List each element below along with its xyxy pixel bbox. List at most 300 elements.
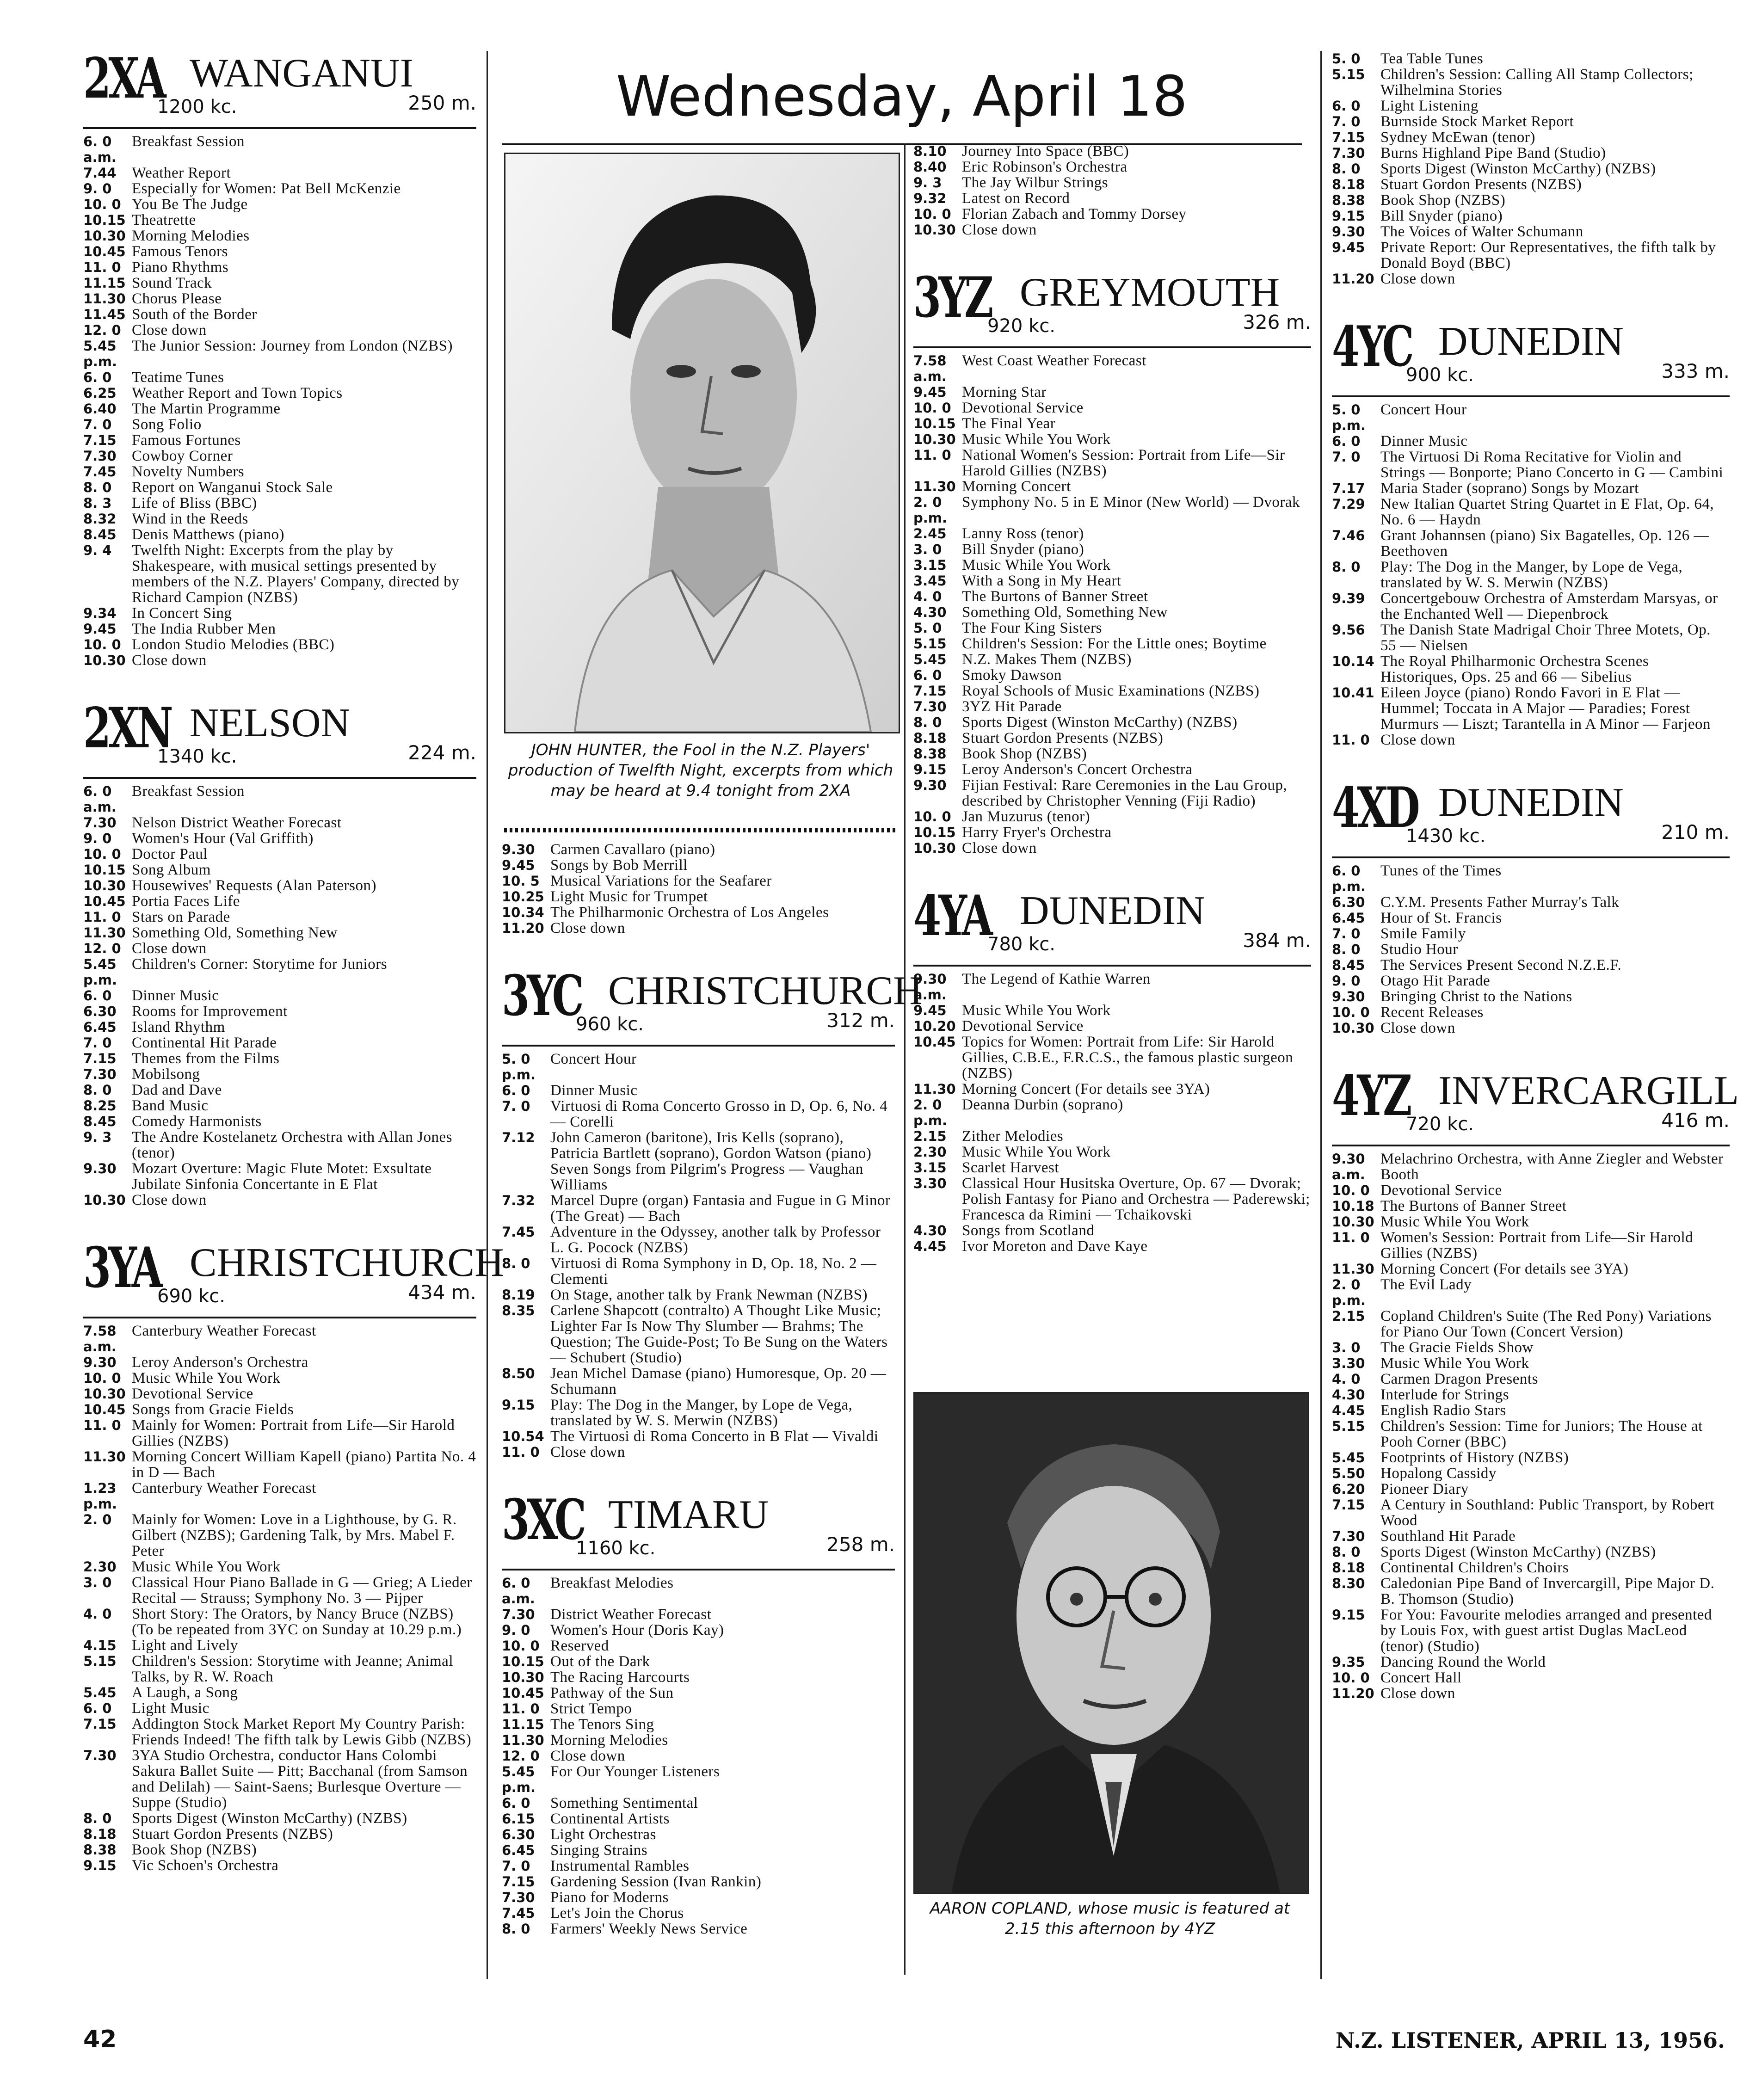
programme-time: 5.15 [83, 1653, 117, 1669]
programme-title: The Junior Session: Journey from London (NZBS) [132, 338, 453, 354]
programme-time: 10.30 [83, 1192, 126, 1208]
programme-title: Weather Report and Town Topics [132, 385, 343, 401]
programme-row [502, 1701, 895, 1717]
programme-row [1332, 224, 1730, 240]
programme-time: 10. 0 [1332, 1004, 1370, 1020]
programme-row [1332, 732, 1730, 748]
programme-row [83, 1082, 476, 1098]
programme-title: Breakfast Melodies [550, 1575, 674, 1591]
programme-time: 8. 0 [83, 480, 112, 495]
programme-title: The Andre Kostelanetz Orchestra with Allan Jones (tenor) [132, 1129, 452, 1161]
programme-time: 10.34 [502, 905, 544, 920]
programme-time: 2.15 [913, 1128, 947, 1144]
station-block [1332, 1063, 1739, 1702]
programme-title: Leroy Anderson's Concert Orchestra [962, 761, 1193, 778]
programme-row [502, 1717, 895, 1732]
programme-title: Stuart Gordon Presents (NZBS) [132, 1826, 333, 1842]
programme-time: 7.15 [1332, 129, 1365, 145]
programme-title: Concertgebouw Orchestra of Amsterdam Marsyas, or the Enchanted Well — Diepenbrock [1380, 590, 1718, 622]
programme-title: Bill Snyder (piano) [962, 541, 1084, 558]
programme-title: Women's Session: Portrait from Life—Sir Harold Gillies (NZBS) [1380, 1229, 1694, 1262]
station-header [83, 696, 476, 779]
programme-time: 7.30 [83, 448, 117, 464]
programme-row [502, 905, 895, 920]
programme-title: Sound Track [132, 275, 212, 291]
programme-time: 10.30 [913, 431, 956, 447]
programme-title: Morning Concert (For details see 3YA) [1380, 1261, 1629, 1277]
programme-time: 6. 0 [83, 370, 112, 385]
programme-title: Ivor Moreton and Dave Kaye [962, 1238, 1148, 1255]
programme-row [913, 683, 1311, 699]
programme-row [83, 1575, 476, 1606]
programme-row [913, 1097, 1311, 1128]
programme-row [83, 244, 476, 259]
programme-row [1332, 449, 1730, 480]
programme-row [83, 925, 476, 941]
programme-time: 2.15 [1332, 1308, 1365, 1324]
programme-time: 9.30 [1332, 989, 1365, 1004]
programme-time: 10. 5 [502, 873, 540, 889]
programme-row [502, 1051, 895, 1083]
station-header [502, 1487, 895, 1570]
programme-row [83, 846, 476, 862]
programme-time: 11. 0 [502, 1444, 540, 1460]
programme-row [1332, 192, 1730, 208]
programme-title: Close down [1380, 271, 1455, 287]
programme-title: John Cameron (baritone), Iris Kells (soprano), Patricia Bartlett (soprano), Gordon Watson (piano) Seven Songs from Pilgrim's Progress — Vaughan Williams [550, 1129, 872, 1193]
programme-time: 7.15 [83, 1051, 117, 1066]
programme-time: 11. 0 [83, 909, 121, 925]
programme-title: Tunes of the Times [1380, 862, 1502, 879]
programme-title: The Final Year [962, 415, 1056, 432]
programme-title: Eric Robinson's Orchestra [962, 159, 1127, 175]
programme-title: Classical Hour Husitska Overture, Op. 67 — Dvorak; Polish Fantasy for Piano and Orchestra — Paderewski; Francesca da Rimini — Tchaikovski [962, 1175, 1310, 1223]
programme-time: 8. 0 [83, 1082, 112, 1098]
programme-time: 3.45 [913, 573, 947, 589]
programme-time: 10.30 [83, 228, 126, 244]
programme-row [83, 275, 476, 291]
programme-row [1332, 1403, 1730, 1418]
programme-title: Theatrette [132, 212, 196, 228]
programme-row [1332, 1576, 1730, 1607]
programme-row [83, 307, 476, 322]
programme-title: Close down [132, 940, 207, 957]
station-wavelength: 384 m. [1243, 929, 1311, 952]
programme-row [83, 1114, 476, 1129]
programme-title: Something Old, Something New [962, 604, 1168, 621]
programme-title: Music While You Work [1380, 1355, 1529, 1372]
programme-title: Melachrino Orchestra, with Anne Ziegler and Webster Booth [1380, 1151, 1724, 1183]
programme-row [913, 1081, 1311, 1097]
programme-time: 10.41 [1332, 685, 1374, 701]
programme-title: Tea Table Tunes [1380, 50, 1484, 67]
programme-title: Farmers' Weekly News Service [550, 1921, 748, 1937]
programme-row [1332, 1654, 1730, 1670]
programme-time: 7.30 [502, 1890, 535, 1905]
programme-time: 10. 0 [502, 1638, 540, 1654]
programme-title: Pioneer Diary [1380, 1481, 1469, 1497]
programme-title: Devotional Service [132, 1386, 253, 1402]
programme-time: 11.30 [1332, 1261, 1374, 1277]
programme-time: 10.45 [913, 1034, 956, 1050]
programme-row [913, 143, 1311, 159]
john-hunter-caption: JOHN HUNTER, the Fool in the N.Z. Players' production of Twelfth Night, excerpts from which may be heard at 9.4 tonight from 2XA [508, 741, 893, 800]
programme-title: Songs from Scotland [962, 1222, 1095, 1239]
programme-row [83, 956, 476, 988]
programme-title: The Burtons of Banner Street [1380, 1198, 1567, 1214]
programme-title: South of the Border [132, 306, 257, 323]
programme-row [1332, 129, 1730, 145]
programme-time: 9.30 [913, 777, 947, 793]
programme-title: Leroy Anderson's Orchestra [132, 1354, 308, 1371]
programme-time: 11.45 [83, 307, 126, 322]
programme-row [83, 878, 476, 893]
programme-time: 12. 0 [83, 941, 121, 956]
programme-time: 6. 0 [1332, 98, 1361, 114]
programme-title: Singing Strains [550, 1842, 648, 1859]
programme-time: 6.20 [1332, 1481, 1365, 1497]
programme-title: Piano Rhythms [132, 259, 229, 276]
programme-title: Mozart Overture: Magic Flute Motet: Exsultate Jubilate Sinfonia Concertante in E Flat [132, 1160, 432, 1193]
programme-title: Sydney McEwan (tenor) [1380, 129, 1535, 146]
programme-row [83, 1051, 476, 1066]
programme-row [1332, 1020, 1730, 1036]
programme-row [83, 1129, 476, 1161]
programme-time: 8.45 [1332, 957, 1365, 973]
programme-title: The Voices of Walter Schumann [1380, 223, 1583, 240]
station-frequency: 920 kc. [987, 315, 1055, 337]
programme-time: 11.30 [913, 479, 956, 494]
programme-row [83, 291, 476, 307]
programme-time: 6.40 [83, 401, 117, 417]
programme-row [83, 228, 476, 244]
station-call-sign: 4YA [913, 883, 991, 948]
programme-title: Women's Hour (Doris Kay) [550, 1622, 724, 1638]
programme-time: 10.54 [502, 1429, 544, 1444]
programme-row [913, 526, 1311, 542]
programme-time: 11.30 [502, 1732, 544, 1748]
programme-title: Light Music for Trumpet [550, 888, 708, 905]
programme-time: 7.15 [1332, 1497, 1365, 1513]
programme-time: 7.30 [83, 815, 117, 831]
programme-time: 12. 0 [502, 1748, 540, 1764]
programme-row [83, 370, 476, 385]
station-block [502, 842, 895, 936]
station-frequency: 960 kc. [576, 1014, 644, 1035]
programme-row [502, 873, 895, 889]
programme-title: Chorus Please [132, 290, 222, 307]
programme-row [913, 479, 1311, 494]
programme-time: 8. 0 [83, 1811, 112, 1826]
programme-time: 3.30 [913, 1176, 947, 1191]
programme-row [1332, 402, 1730, 433]
programme-time: 10.14 [1332, 653, 1374, 669]
programme-row [1332, 1004, 1730, 1020]
programme-title: Continental Artists [550, 1811, 670, 1827]
programme-row [1332, 1560, 1730, 1576]
programme-title: Grant Johannsen (piano) Six Bagatelles, Op. 126 — Beethoven [1380, 527, 1709, 560]
station-header [913, 883, 1311, 967]
programme-row [1332, 989, 1730, 1004]
programme-time: 10.15 [913, 825, 956, 840]
programme-time: 10.45 [502, 1685, 544, 1701]
programme-row [502, 1303, 895, 1366]
programme-title: Children's Corner: Storytime for Juniors [132, 956, 388, 973]
programme-title: The Burtons of Banner Street [962, 588, 1148, 605]
publication-line: N.Z. LISTENER, APRIL 13, 1956. [1335, 2028, 1725, 2053]
programme-time: 10.30 [913, 222, 956, 238]
programme-time: 7.30 [913, 699, 947, 714]
programme-title: The Martin Programme [132, 400, 281, 417]
programme-time: 6. 0 [83, 1700, 112, 1716]
programme-title: Musical Variations for the Seafarer [550, 873, 772, 889]
programme-row [83, 480, 476, 495]
programme-row [913, 159, 1311, 175]
programme-title: Breakfast Session [132, 783, 245, 800]
programme-time: 7.44 [83, 165, 117, 181]
programme-title: Something Sentimental [550, 1795, 698, 1811]
station-header [1332, 775, 1730, 858]
station-block [83, 46, 476, 669]
programme-row [913, 400, 1311, 416]
station-frequency: 780 kc. [987, 934, 1055, 955]
programme-title: Strict Tempo [550, 1700, 632, 1717]
programme-row [502, 1622, 895, 1638]
programme-time: 11.15 [83, 275, 126, 291]
station-city: DUNEDIN [1438, 319, 1624, 364]
programme-row [502, 1083, 895, 1098]
programme-time: 6.45 [502, 1842, 535, 1858]
programme-time: 5.15 [1332, 1418, 1365, 1434]
programme-row [83, 1811, 476, 1826]
programme-row [83, 134, 476, 165]
programme-title: Report on Wanganui Stock Sale [132, 479, 333, 496]
programme-title: Hopalong Cassidy [1380, 1465, 1497, 1482]
programme-title: Rooms for Improvement [132, 1003, 288, 1020]
programme-row [502, 1827, 895, 1842]
programme-row [913, 809, 1311, 825]
programme-time: 6. 0 [502, 1083, 530, 1098]
programme-time: 5. 0 [913, 620, 942, 636]
station-block [1332, 51, 1730, 287]
programme-row [502, 1905, 895, 1921]
programme-time: 9.35 [1332, 1654, 1365, 1670]
station-city: WANGANUI [190, 51, 413, 96]
programme-title: Morning Concert William Kapell (piano) Partita No. 4 in D — Bach [132, 1448, 476, 1481]
programme-title: Mainly for Women: Love in a Lighthouse, by G. R. Gilbert (NZBS); Gardening Talk, by Mrs. Mabel F. Peter [132, 1511, 457, 1559]
station-frequency: 690 kc. [157, 1286, 225, 1307]
programme-row [1332, 1670, 1730, 1686]
station-call-sign: 3YC [502, 963, 581, 1028]
programme-title: Interlude for Strings [1380, 1386, 1509, 1403]
programme-time: 2. 0 p.m. [913, 1097, 948, 1128]
programme-time: 10. 0 [1332, 1670, 1370, 1686]
programme-row [502, 1811, 895, 1827]
programme-time: 9.39 [1332, 591, 1365, 606]
programme-title: Light Orchestras [550, 1826, 656, 1843]
programme-row [502, 1842, 895, 1858]
programme-row [502, 1764, 895, 1795]
programme-title: Close down [962, 840, 1037, 856]
programme-row [913, 636, 1311, 652]
programme-time: 3. 0 [913, 542, 942, 557]
programme-time: 7.45 [83, 464, 117, 480]
programme-time: 2.30 [83, 1559, 117, 1575]
programme-row [83, 1685, 476, 1700]
programme-row [502, 1890, 895, 1905]
programme-time: 10. 0 [913, 400, 951, 416]
programme-time: 9.45 [1332, 240, 1365, 255]
programme-row [83, 1192, 476, 1208]
station-frequency: 1430 kc. [1406, 825, 1486, 847]
programme-row [913, 840, 1311, 856]
programme-title: Music While You Work [132, 1558, 281, 1575]
programme-title: Southland Hit Parade [1380, 1528, 1516, 1545]
programme-row [502, 1444, 895, 1460]
programme-time: 5.45 p.m. [83, 956, 117, 988]
programme-time: 11.20 [1332, 271, 1374, 287]
programme-time: 3. 0 [83, 1575, 112, 1590]
programme-row [913, 431, 1311, 447]
programme-time: 7. 0 [83, 417, 112, 432]
station-header [913, 265, 1311, 348]
programme-title: Footprints of History (NZBS) [1380, 1449, 1569, 1466]
programme-time: 10.15 [83, 862, 126, 878]
station-city: TIMARU [608, 1492, 769, 1537]
programme-title: Stuart Gordon Presents (NZBS) [962, 730, 1164, 746]
programme-time: 9.30 [83, 1161, 117, 1176]
programme-row [1332, 559, 1730, 591]
station-call-sign: 4YC [1332, 314, 1411, 379]
programme-title: Close down [132, 652, 207, 669]
programme-title: District Weather Forecast [550, 1606, 712, 1623]
programme-time: 6.30 [83, 1004, 117, 1019]
programme-row [83, 1480, 476, 1512]
programme-row [1332, 271, 1730, 287]
programme-row [913, 825, 1311, 840]
programme-row [1332, 240, 1730, 271]
aaron-copland-photo [913, 1392, 1309, 1894]
programme-time: 7.29 [1332, 496, 1365, 512]
programme-time: 10. 0 [83, 1370, 121, 1386]
station-header [1332, 1063, 1739, 1146]
programme-title: The Four King Sisters [962, 620, 1102, 636]
programme-row [83, 1004, 476, 1019]
programme-time: 8.35 [502, 1303, 535, 1318]
programme-title: Dinner Music [132, 987, 219, 1004]
programme-time: 10.20 [913, 1018, 956, 1034]
programme-time: 7. 0 [1332, 449, 1361, 465]
programme-time: 11.30 [83, 1449, 126, 1465]
programme-title: Music While You Work [962, 1144, 1111, 1160]
programme-time: 4.45 [913, 1238, 947, 1254]
programme-time: 10.45 [83, 893, 126, 909]
station-wavelength: 258 m. [826, 1533, 895, 1556]
programme-row [83, 259, 476, 275]
programme-title: Topics for Women: Portrait from Life: Sir Harold Gillies, C.B.E., F.R.C.S., the famous plastic surgeon (NZBS) [962, 1034, 1294, 1082]
aaron-copland-caption: AARON COPLAND, whose music is featured at 2.15 this afternoon by 4YZ [930, 1899, 1290, 1938]
programme-title: A Laugh, a Song [132, 1684, 238, 1701]
programme-time: 2.30 [913, 1144, 947, 1160]
programme-row [1332, 1387, 1730, 1403]
station-call-sign: 2XN [83, 696, 171, 761]
programme-time: 8.18 [1332, 1560, 1365, 1576]
programme-time: 9.45 [913, 1003, 947, 1018]
programme-time: 8. 0 [1332, 161, 1361, 177]
programme-time: 7. 0 [1332, 926, 1361, 942]
programme-time: 8. 0 [502, 1256, 530, 1271]
programme-title: Short Story: The Orators, by Nancy Bruce (NZBS) (To be repeated from 3YC on Sunday at 10.29 p.m.) [132, 1606, 462, 1638]
programme-time: 10.25 [502, 889, 544, 905]
programme-row [83, 653, 476, 668]
programme-row [502, 889, 895, 905]
programme-title: Carlene Shapcott (contralto) A Thought Like Music; Lighter Far Is Now Thy Slumber — Brahms; The Question; The Guide-Post; To Be Sung on the Waters — Schubert (Studio) [550, 1302, 888, 1366]
programme-title: Book Shop (NZBS) [132, 1841, 257, 1858]
programme-title: Something Old, Something New [132, 924, 338, 941]
programme-time: 7.12 [502, 1130, 535, 1145]
programme-time: 7.15 [502, 1874, 535, 1890]
programme-time: 2. 0 p.m. [1332, 1277, 1366, 1308]
programme-row [83, 1161, 476, 1192]
programme-time: 7.46 [1332, 528, 1365, 543]
programme-time: 9. 0 [1332, 973, 1361, 989]
station-city: CHRISTCHURCH [608, 968, 923, 1013]
programme-row [502, 1748, 895, 1764]
programme-title: The Services Present Second N.Z.E.F. [1380, 957, 1622, 973]
programme-title: Breakfast Session [132, 133, 245, 150]
station-wavelength: 333 m. [1661, 360, 1730, 382]
programme-title: On Stage, another talk by Frank Newman (NZBS) [550, 1287, 868, 1303]
programme-row [1332, 1340, 1730, 1355]
programme-time: 4.30 [1332, 1387, 1365, 1403]
programme-row [83, 417, 476, 432]
programme-row [1332, 653, 1730, 685]
programme-title: Bill Snyder (piano) [1380, 208, 1503, 224]
programme-time: 11.30 [83, 925, 126, 941]
programme-time: 10.15 [502, 1654, 544, 1669]
programme-title: Nelson District Weather Forecast [132, 814, 342, 831]
programme-time: 7.45 [502, 1224, 535, 1240]
programme-time: 4.30 [913, 604, 947, 620]
programme-title: Devotional Service [962, 1018, 1084, 1035]
programme-title: Music While You Work [1380, 1213, 1529, 1230]
programme-row [1332, 145, 1730, 161]
programme-title: Virtuosi di Roma Symphony in D, Op. 18, No. 2 — Clementi [550, 1255, 877, 1287]
programme-title: The Royal Philharmonic Orchestra Scenes Historiques, Ops. 25 and 66 — Sibelius [1380, 653, 1649, 685]
programme-row [502, 1669, 895, 1685]
programme-row [1332, 973, 1730, 989]
programme-title: The Virtuosi Di Roma Recitative for Violin and Strings — Bonporte; Piano Concerto in G — Cambini [1380, 449, 1724, 481]
programme-title: Florian Zabach and Tommy Dorsey [962, 206, 1187, 222]
programme-time: 9.45 [83, 621, 117, 637]
programme-row [502, 1654, 895, 1669]
programme-row [83, 181, 476, 197]
programme-time: 8.38 [83, 1842, 117, 1858]
programme-title: With a Song in My Heart [962, 573, 1121, 589]
programme-row [1332, 1497, 1730, 1528]
programme-time: 6. 0 [83, 988, 112, 1004]
programme-time: 3.15 [913, 557, 947, 573]
programme-title: Burns Highland Pipe Band (Studio) [1380, 145, 1606, 161]
programme-time: 5.45 [1332, 1450, 1365, 1466]
programme-time: 9.45 [502, 857, 535, 873]
programme-title: Housewives' Requests (Alan Paterson) [132, 877, 376, 894]
programme-row [502, 1638, 895, 1654]
programme-time: 8. 3 [83, 495, 112, 511]
programme-row [1332, 1371, 1730, 1387]
programme-time: 6. 0 [502, 1795, 530, 1811]
programme-title: The Virtuosi di Roma Concerto in B Flat — Vivaldi [550, 1428, 879, 1445]
